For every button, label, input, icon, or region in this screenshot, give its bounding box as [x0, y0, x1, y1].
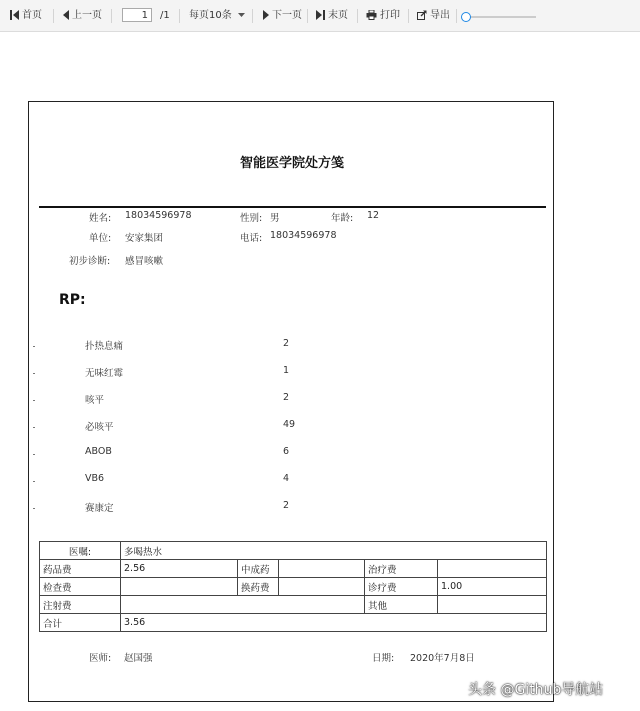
fee-value: 2.56	[121, 560, 238, 578]
row-marker	[33, 373, 35, 374]
advice-row	[40, 542, 547, 560]
toolbar-divider	[307, 9, 308, 23]
doctor-label: 医师:	[89, 653, 112, 664]
patient-unit: 安家集团	[125, 233, 164, 244]
fee-label: 诊疗费	[365, 578, 438, 596]
last-page-icon	[316, 10, 325, 20]
toolbar-divider	[357, 9, 358, 23]
drug-name: 咳平	[85, 395, 105, 406]
print-label: 打印	[380, 10, 400, 21]
fee-label: 药品费	[40, 560, 121, 578]
page-size-label: 每页10条	[189, 10, 232, 21]
patient-name: 18034596978	[125, 210, 192, 221]
toolbar-divider	[456, 9, 457, 23]
row-marker	[33, 346, 35, 347]
prev-page-icon	[63, 10, 69, 20]
last-page-button[interactable]	[316, 9, 348, 23]
toolbar-divider	[179, 9, 180, 23]
rp-label: RP:	[59, 292, 86, 308]
row-marker	[33, 454, 35, 455]
title-divider	[39, 206, 546, 208]
toolbar-divider	[252, 9, 253, 23]
drug-qty: 2	[283, 500, 290, 511]
drug-name: 扑热息痛	[85, 341, 124, 352]
total-pages-label: /1	[160, 10, 170, 21]
export-icon	[417, 10, 427, 20]
drug-name: VB6	[85, 473, 105, 484]
fee-value: 1.00	[438, 578, 547, 596]
report-toolbar	[0, 0, 640, 32]
zoom-slider-knob[interactable]	[461, 12, 471, 22]
last-page-label: 末页	[328, 10, 348, 21]
caret-down-icon	[238, 13, 245, 17]
drug-qty: 4	[283, 473, 290, 484]
current-page-input[interactable]	[122, 8, 152, 22]
next-page-icon	[263, 10, 269, 20]
print-button[interactable]	[366, 9, 400, 23]
total-value: 3.56	[121, 614, 547, 632]
advice-value: 多喝热水	[121, 542, 547, 560]
first-page-icon	[10, 10, 19, 20]
diagnosis-label: 初步诊断:	[69, 256, 111, 267]
prev-page-label: 上一页	[72, 10, 102, 21]
fee-value	[121, 596, 365, 614]
watermark: 头条 @Github导航站	[468, 682, 604, 698]
fee-value	[121, 578, 238, 596]
first-page-label: 首页	[22, 10, 42, 21]
first-page-button[interactable]	[10, 9, 42, 23]
toolbar-divider	[53, 9, 54, 23]
drug-qty: 6	[283, 446, 290, 457]
fee-value	[438, 596, 547, 614]
drug-name: 必咳平	[85, 422, 114, 433]
gender-label: 性别:	[240, 213, 263, 224]
fee-table	[39, 541, 547, 632]
advice-label: 医嘱:	[40, 542, 121, 560]
fee-label: 注射费	[40, 596, 121, 614]
fee-value	[279, 560, 365, 578]
fee-value	[279, 578, 365, 596]
table-row	[40, 560, 547, 578]
name-label: 姓名:	[89, 213, 112, 224]
fee-label: 中成药	[238, 560, 279, 578]
total-label: 合计	[40, 614, 121, 632]
patient-phone: 18034596978	[270, 230, 337, 241]
drug-qty: 49	[283, 419, 296, 430]
toolbar-divider	[111, 9, 112, 23]
prescription-title: 智能医学院处方笺	[239, 156, 344, 171]
prescription-paper	[28, 101, 554, 702]
unit-label: 单位:	[89, 233, 112, 244]
table-row	[40, 596, 547, 614]
zoom-slider-track[interactable]	[466, 16, 536, 18]
total-row	[40, 614, 547, 632]
export-label: 导出	[430, 10, 450, 21]
prev-page-button[interactable]	[63, 9, 102, 23]
row-marker	[33, 427, 35, 428]
fee-label: 换药费	[238, 578, 279, 596]
toolbar-divider	[408, 9, 409, 23]
age-label: 年龄:	[331, 213, 354, 224]
export-button[interactable]	[417, 9, 450, 23]
drug-name: ABOB	[85, 446, 112, 457]
next-page-button[interactable]	[263, 9, 302, 23]
patient-age: 12	[367, 210, 380, 221]
patient-gender: 男	[270, 213, 280, 224]
drug-name: 赛康定	[85, 503, 114, 514]
diagnosis-value: 感冒咳嗽	[125, 256, 164, 267]
fee-label: 检查费	[40, 578, 121, 596]
row-marker	[33, 400, 35, 401]
page-size-select[interactable]	[189, 9, 248, 23]
row-marker	[33, 481, 35, 482]
fee-value	[438, 560, 547, 578]
fee-label: 治疗费	[365, 560, 438, 578]
table-row	[40, 578, 547, 596]
prescription-date: 2020年7月8日	[410, 653, 475, 664]
date-label: 日期:	[372, 653, 395, 664]
drug-qty: 1	[283, 365, 290, 376]
printer-icon	[366, 10, 377, 20]
row-marker	[33, 508, 35, 509]
drug-qty: 2	[283, 392, 290, 403]
next-page-label: 下一页	[272, 10, 302, 21]
drug-name: 无味红霉	[85, 368, 124, 379]
doctor-name: 赵国强	[124, 653, 153, 664]
drug-qty: 2	[283, 338, 290, 349]
fee-label: 其他	[365, 596, 438, 614]
phone-label: 电话:	[240, 233, 263, 244]
